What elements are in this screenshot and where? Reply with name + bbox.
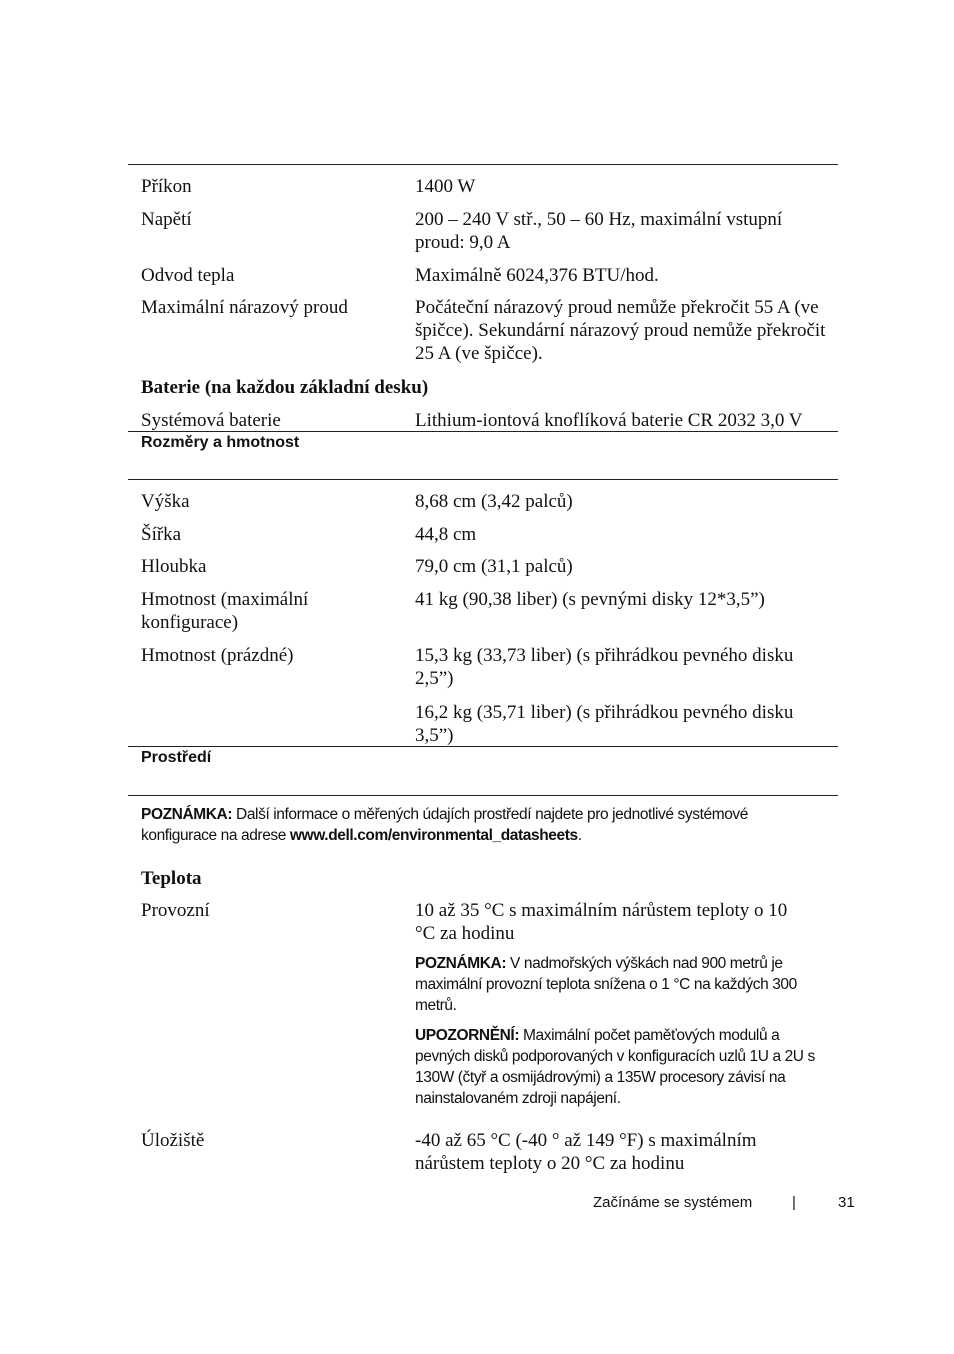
temperature-heading: Teplota	[141, 868, 202, 889]
datasheets-link[interactable]: www.dell.com/environmental_datasheets	[289, 827, 578, 844]
row-label: Napětí	[141, 209, 192, 230]
note-label: POZNÁMKA:	[141, 806, 233, 823]
row-label: Maximální nárazový proud	[141, 297, 348, 318]
row-value: 79,0 cm (31,1 palců)	[415, 556, 573, 577]
section-heading: Rozměry a hmotnost	[141, 434, 300, 451]
row-value: Maximálně 6024,376 BTU/hod.	[415, 265, 659, 286]
battery-heading: Baterie (na každou základní desku)	[141, 377, 429, 398]
caution-note	[415, 1025, 820, 1109]
row-value: 15,3 kg (33,73 liber) (s přihrádkou pevného disku 2,5”)	[415, 645, 794, 689]
row-label: Šířka	[141, 524, 182, 545]
row-label: Výška	[141, 491, 190, 512]
caution-text: Maximální počet paměťových modulů a pevných disků podporovaných v konfiguracích uzlů 1U a 2U s 130W (čtyř a osmijádrovými) a 135W procesory závisí na nainstalovaném zdroji napájení.	[415, 1027, 815, 1107]
row-label: Systémová baterie	[141, 410, 281, 431]
row-value: -40 až 65 °C (-40 ° až 149 °F) s maximálním nárůstem teploty o 20 °C za hodinu	[415, 1130, 757, 1174]
note-label: POZNÁMKA:	[415, 955, 507, 972]
section-rule	[128, 479, 838, 480]
row-value: Lithium-iontová knoflíková baterie CR 2032 3,0 V	[415, 410, 803, 431]
row-value: 16,2 kg (35,71 liber) (s přihrádkou pevného disku 3,5”)	[415, 702, 794, 746]
row-value: 10 až 35 °C s maximálním nárůstem teploty o 10 °C za hodinu	[415, 900, 788, 944]
row-label: Odvod tepla	[141, 265, 235, 286]
row-value: 41 kg (90,38 liber) (s pevnými disky 12*3,5”)	[415, 589, 765, 610]
section-rule	[128, 746, 838, 747]
section-heading: Prostředí	[141, 749, 212, 766]
row-value: 1400 W	[415, 176, 476, 197]
row-value: Počáteční nárazový proud nemůže překročit 55 A (ve špičce). Sekundární nárazový proud nemůže překročit 25 A (ve špičce).	[415, 297, 826, 364]
footer-title: Začínáme se systémem	[593, 1194, 753, 1211]
row-label: Provozní	[141, 900, 210, 921]
section-rule	[128, 795, 838, 796]
row-value: 200 – 240 V stř., 50 – 60 Hz, maximální vstupní proud: 9,0 A	[415, 209, 783, 253]
row-label: Úložiště	[141, 1130, 205, 1151]
row-label: Hmotnost (maximální konfigurace)	[141, 589, 309, 633]
note-text: Další informace o měřených údajích prostředí najdete pro jednotlivé systémové konfigurace na adrese	[141, 806, 749, 844]
note-text: V nadmořských výškách nad 900 metrů je maximální provozní teplota snížena o 1 °C na každých 300 metrů.	[415, 955, 797, 1014]
footer-separator: |	[792, 1194, 796, 1211]
section-rule	[128, 431, 838, 432]
row-value: 8,68 cm (3,42 palců)	[415, 491, 573, 512]
environment-note	[141, 804, 821, 846]
operating-note	[415, 953, 820, 1016]
row-value: 44,8 cm	[415, 524, 477, 545]
page-number: 31	[838, 1194, 855, 1211]
row-label: Hloubka	[141, 556, 207, 577]
note-text-end: .	[577, 827, 582, 844]
row-label: Příkon	[141, 176, 192, 197]
row-label: Hmotnost (prázdné)	[141, 645, 294, 666]
table-top-rule	[128, 164, 838, 165]
caution-label: UPOZORNĚNÍ:	[415, 1027, 520, 1044]
